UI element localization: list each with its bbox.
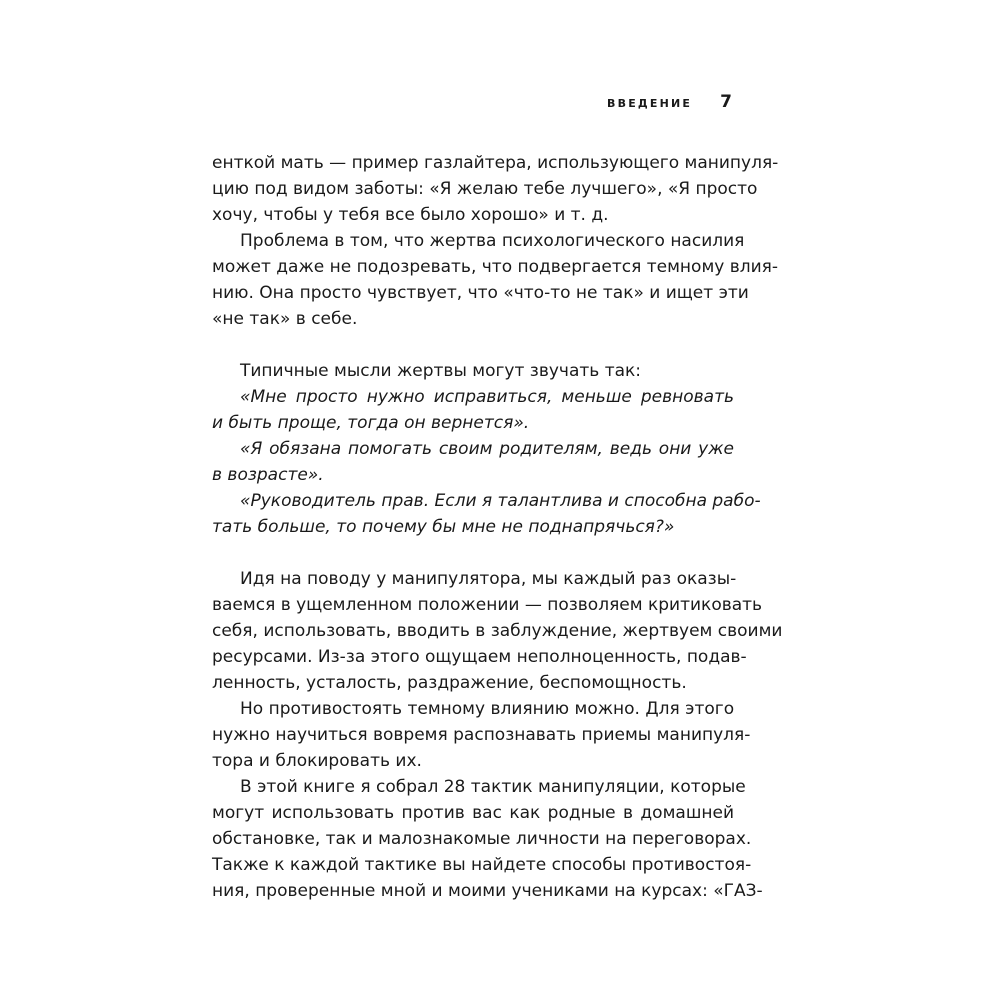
text-line: цию под видом заботы: «Я желаю тебе лучшего», «Я просто <box>212 179 758 199</box>
paragraph <box>212 696 751 774</box>
text-line: Идя на поводу у манипулятора, мы каждый раз оказы- <box>240 569 737 589</box>
quote-paragraph <box>212 488 761 540</box>
paragraph <box>212 358 734 384</box>
body-text <box>212 150 783 904</box>
text-line: нужно научиться вовремя распознавать приемы манипуля- <box>212 725 751 745</box>
paragraph <box>212 774 763 904</box>
text-line: Но противостоять темному влиянию можно. Для этого <box>240 699 735 719</box>
text-line: могут использовать против вас как родные в домашней <box>212 803 734 823</box>
text-line: ваемся в ущемленном положении — позволяем критиковать <box>212 595 763 615</box>
paragraph <box>212 228 779 332</box>
paragraph <box>212 566 783 696</box>
quote-paragraph <box>212 436 734 488</box>
section-name: ВВЕДЕНИЕ <box>607 97 693 110</box>
text-line: тора и блокировать их. <box>212 751 422 771</box>
text-line: обстановке, так и малознакомые личности на переговорах. <box>212 829 752 849</box>
text-line: себя, использовать, вводить в заблуждение, жертвуем своими <box>212 621 783 641</box>
text-line: Типичные мысли жертвы могут звучать так: <box>240 361 642 381</box>
text-line: Проблема в том, что жертва психологического насилия <box>240 231 745 251</box>
text-line: ресурсами. Из-за этого ощущаем неполноценность, подав- <box>212 647 747 667</box>
text-line: ленность, усталость, раздражение, беспомощность. <box>212 673 687 693</box>
quote-paragraph <box>212 384 734 436</box>
text-line: Также к каждой тактике вы найдете способы противостоя- <box>212 855 752 875</box>
text-line: в возрасте». <box>212 465 324 485</box>
paragraph-gap <box>212 540 734 566</box>
text-line: тать больше, то почему бы мне не поднапрячься?» <box>212 517 675 537</box>
text-line: «Мне просто нужно исправиться, меньше ревновать <box>240 387 734 407</box>
text-line: «не так» в себе. <box>212 309 358 329</box>
text-line: хочу, чтобы у тебя все было хорошо» и т. д. <box>212 205 609 225</box>
text-line: и быть проще, тогда он вернется». <box>212 413 530 433</box>
text-line: ния, проверенные мной и моими учениками на курсах: «ГАЗ- <box>212 881 763 901</box>
running-head <box>607 92 732 112</box>
text-line: В этой книге я собрал 28 тактик манипуляции, которые <box>240 777 746 797</box>
paragraph <box>212 150 779 228</box>
text-line: «Руководитель прав. Если я талантлива и способна рабо- <box>240 491 761 511</box>
text-line: енткой мать — пример газлайтера, использующего манипуля- <box>212 153 779 173</box>
page-number: 7 <box>720 92 732 112</box>
text-line: «Я обязана помогать своим родителям, ведь они уже <box>240 439 734 459</box>
text-line: может даже не подозревать, что подвергается темному влия- <box>212 257 779 277</box>
paragraph-gap <box>212 332 734 358</box>
text-line: нию. Она просто чувствует, что «что-то не так» и ищет эти <box>212 283 749 303</box>
